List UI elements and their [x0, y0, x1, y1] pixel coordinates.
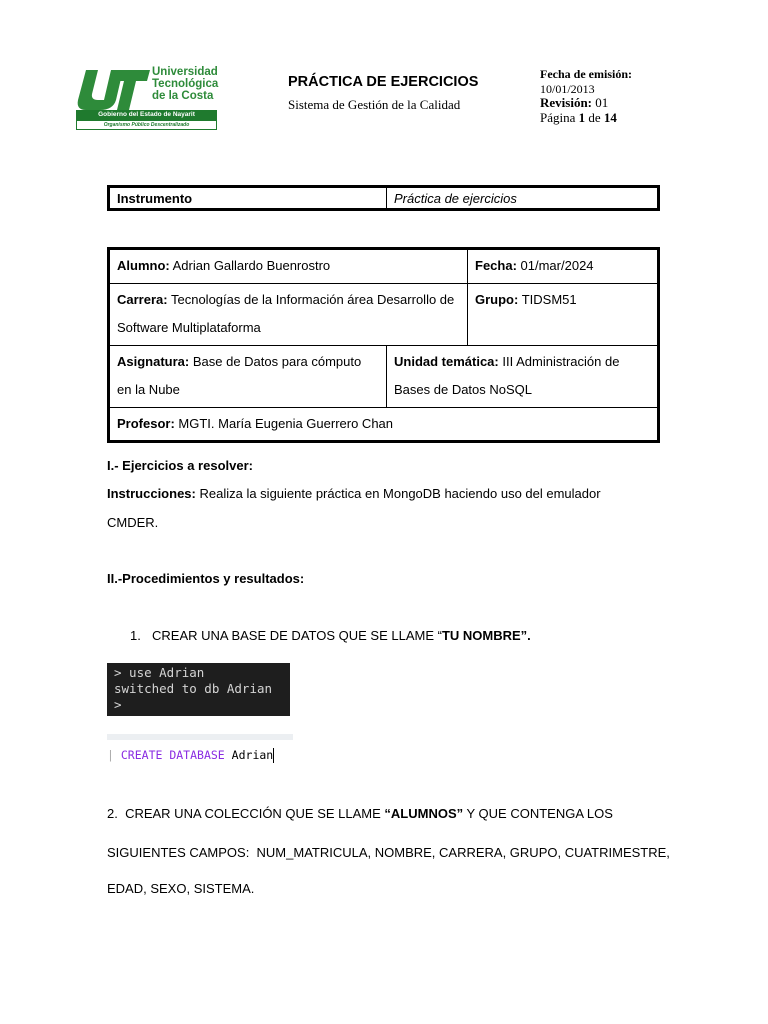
item2-line1: [107, 806, 613, 821]
logo-text: Universidad Tecnológica de la Costa: [152, 66, 219, 102]
item2-line2: SIGUIENTES CAMPOS: NUM_MATRICULA, NOMBRE, CARRERA, GRUPO, CUATRIMESTRE,: [107, 845, 670, 860]
section1-heading: I.- Ejercicios a resolver:: [107, 458, 253, 473]
sql-editor-screenshot: [107, 734, 293, 784]
revision-label: Revisión:: [540, 95, 592, 110]
grupo-label: Grupo:: [475, 291, 519, 307]
asignatura-value: Base de Datos para cómputo en la Nube: [117, 353, 362, 397]
item2-line3: EDAD, SEXO, SISTEMA.: [107, 881, 255, 896]
line-gutter: |: [107, 748, 114, 762]
profesor-value: MGTI. María Eugenia Guerrero Chan: [178, 415, 394, 431]
sql-line: [107, 748, 274, 763]
student-info-table: [107, 247, 660, 443]
logo-subtitle: Organismo Público Descentralizado: [76, 120, 217, 130]
terminal-line: > use Adrian: [114, 665, 205, 680]
unidad-value: III Administración de Bases de Datos NoSQL: [394, 353, 620, 397]
item1-bold: TU NOMBRE”.: [441, 628, 531, 643]
terminal-screenshot: [107, 663, 290, 716]
profesor-cell: [109, 407, 659, 442]
fecha-emision-value: 10/01/2013: [540, 81, 595, 96]
document-meta: [540, 67, 632, 125]
carrera-value: Tecnologías de la Información área Desarrollo de Software Multiplataforma: [117, 291, 455, 335]
item1-number: 1.: [130, 628, 141, 643]
terminal-line: switched to db Adrian: [114, 681, 273, 696]
instructions-line2: CMDER.: [107, 515, 159, 530]
item1-text: [152, 628, 531, 643]
fecha-value: 01/mar/2024: [520, 258, 594, 273]
document-subtitle: Sistema de Gestión de la Calidad: [288, 97, 461, 112]
item2-bold: “ALUMNOS”: [384, 806, 464, 821]
section2-heading: II.-Procedimientos y resultados:: [107, 571, 305, 586]
unidad-label: Unidad temática:: [394, 353, 499, 369]
grupo-cell: [468, 283, 659, 345]
carrera-cell: [109, 283, 468, 345]
fecha-cell: [468, 249, 659, 284]
document-title: PRÁCTICA DE EJERCICIOS: [288, 74, 479, 90]
pagina-num: 1: [578, 109, 586, 125]
ut-logo-icon: [76, 68, 150, 110]
pagina-total: 14: [603, 109, 617, 125]
fecha-emision-label: Fecha de emisión:: [540, 67, 632, 81]
sql-identifier: Adrian: [231, 748, 274, 762]
alumno-label: Alumno:: [117, 258, 170, 273]
item2-suffix: Y QUE CONTENGA LOS: [463, 806, 613, 821]
grupo-value: TIDSM51: [521, 291, 577, 307]
item1-plain: CREAR UNA BASE DE DATOS QUE SE LLAME “: [152, 628, 442, 643]
instrumento-value: Práctica de ejercicios: [387, 187, 659, 210]
instrumento-label: Instrumento: [109, 187, 387, 210]
revision-value: 01: [595, 95, 609, 110]
university-logo: [76, 66, 218, 130]
asignatura-label: Asignatura:: [117, 353, 190, 369]
sql-keyword: CREATE DATABASE: [120, 748, 225, 762]
pagina-de: de: [588, 109, 601, 125]
instructions-label: Instrucciones:: [107, 486, 196, 501]
instructions-line1: [107, 486, 601, 501]
unidad-cell: [387, 345, 659, 407]
profesor-label: Profesor:: [117, 415, 175, 431]
pagina-word: Página: [540, 109, 576, 125]
fecha-label: Fecha:: [475, 258, 517, 273]
alumno-value: Adrian Gallardo Buenrostro: [172, 258, 331, 273]
alumno-cell: [109, 249, 468, 284]
text-cursor: [273, 748, 274, 763]
instructions-text: Realiza la siguiente práctica en MongoDB haciendo uso del emulador: [199, 486, 601, 501]
terminal-line: >: [114, 697, 122, 712]
asignatura-cell: [109, 345, 387, 407]
item2-prefix: 2. CREAR UNA COLECCIÓN QUE SE LLAME: [107, 806, 385, 821]
logo-bar: Gobierno del Estado de Nayarit: [76, 110, 217, 120]
carrera-label: Carrera:: [117, 291, 168, 307]
instrumento-table: [107, 185, 660, 211]
